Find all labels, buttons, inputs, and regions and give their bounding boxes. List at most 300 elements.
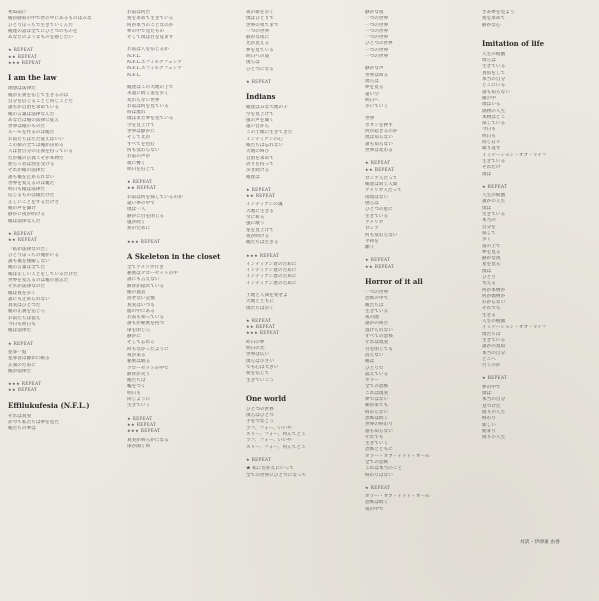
lyric-line: だが俺の正義こそが本物だ [8,155,64,161]
lyric-line: 目を閉じても [365,346,393,352]
lyric-line: さあ夢を見よう [482,10,515,15]
repeat-marker: ★★★ REPEAT [127,428,161,434]
lyric-line: 一つの世界 [365,35,389,41]
lyric-line: 朝が来ても [365,403,389,409]
repeat-marker: ★ REPEAT [8,230,34,236]
lyric-line: 世界を変えるのは俺だ [8,180,55,186]
lyric-line: アメリカ [365,219,384,225]
lyric-line: ひとつの世界 [365,41,393,47]
lyric-line: 明日を信じて [127,166,155,172]
lyric-line: 明日への道 [246,54,270,60]
lyric-line: それだけ [482,165,501,171]
lyric-line: 大地に生きる [246,208,274,214]
lyric-line: 誰も知らない [482,89,510,95]
lyric-line: 生きていく [127,403,151,409]
column-3 [246,10,354,485]
lyric-line: 僕らは小さい [246,358,274,364]
lyric-line: 光が見える [246,41,270,47]
lyric-line: 俺たちは生きる [246,240,279,246]
repeat-marker: ★★ REPEAT [127,421,157,427]
lyric-line: 静かに [127,334,141,340]
lyric-line: 終わり [482,416,496,422]
lyric-line: 生きていこう [246,377,274,383]
repeat-marker: ★★ REPEAT [8,237,38,243]
lyric-line: 静かな夜 [482,256,501,262]
lyric-line: 何が本当のことなのか [127,22,174,28]
lyric-line: 全ての恐怖 [365,384,389,390]
lyric-line: 夜の街を歩く [246,10,274,15]
lyric-line: 正義のために [8,362,36,368]
repeat-marker: ★★ REPEAT [8,53,38,59]
repeat-marker: ★ REPEAT [8,47,34,53]
lyric-line: 犯罪一覧 [8,349,27,355]
lyric-line: ひとつの星に [365,207,393,213]
lyric-line: 人生の模倣 [482,319,506,325]
song-title: One world [246,393,287,403]
lyric-line: 僕は [482,391,492,397]
lyric-line: 誰かの真似 [482,344,506,350]
lyric-line: それが俺の法律だ [8,168,46,174]
lyric-line: 僕らは [482,58,496,64]
lyric-line: 新しい [482,422,496,428]
column-2 [127,10,235,456]
lyric-line: 夜が明ける [246,233,270,239]
repeat-marker: ★ REPEAT [246,317,272,323]
repeat-marker: ★ REPEAT [8,340,34,346]
lyric-line: ひとりで [365,365,384,371]
lyric-line: 空を見上げて [246,111,274,117]
lyric-line: 正しいことをするだけさ [8,199,60,205]
lyric-line: 震えている [365,371,389,377]
lyric-line: 俺たちは [127,378,146,384]
lyric-line: 変わらない世界 [127,97,160,103]
lyric-line: 俺たちは忘れない [246,143,284,149]
song-title: I am the law [8,73,57,83]
lyric-line: 何が偽物か [482,293,506,299]
lyric-line: 扉を閉じろ [127,327,151,333]
lyric-line: 俺の過去 [127,289,146,295]
lyric-line: 行くのか [482,363,501,369]
lyric-line: 考える [482,281,496,287]
lyric-line: 死ぬ前に [8,10,27,15]
lyric-line: 本当の自分 [482,397,506,403]
lyric-line: お前の声が [127,154,151,160]
lyric-line: 僕は一人 [127,207,146,213]
lyric-line: 何も変わらない [365,232,398,238]
lyric-line: 自分を [482,224,496,230]
lyric-line: 歩いていく [365,104,389,110]
lyric-line: 昨日の夢 [246,339,265,345]
lyric-line: 始まり [482,428,496,434]
lyric-line: 夢の中で [482,384,501,390]
lyric-line: 静かな心 [482,22,501,28]
lyric-line: 探している [482,121,506,127]
lyric-line: 世界は回る [365,72,389,78]
repeat-marker: ★★ REPEAT [365,263,395,269]
lyric-line: 見つけた [482,403,501,409]
lyric-line: 空を見上げて [127,122,155,128]
lyric-line: 繰り返す [482,146,501,152]
lyric-line: N.F.L.エフィルクフェシア [127,60,183,66]
lyric-line: 世界の終わり [365,422,393,428]
lyric-line: 星を見る [482,262,501,268]
lyric-line: そして僕は目を覚ます [127,35,174,41]
lyric-line: 夜が来る [127,352,146,358]
lyric-line: でも心は大きい [246,364,279,370]
lyric-line: かつて私たちは夢を見た [8,420,60,426]
lyric-line: 空に祈る [246,215,265,221]
column-5 [482,10,592,447]
lyric-line: 星を見上げて [246,227,274,233]
lyric-line: ロシア [365,226,379,232]
repeat-marker: ★ REPEAT [365,257,391,263]
repeat-marker: ★★★ REPEAT [246,330,280,336]
song-title: Indians [246,92,276,102]
lyric-line: 犯罪者は静かに眠る [8,356,50,362]
lyric-line: すべての恐怖 [365,334,393,340]
lyric-line: ひとつになる [246,66,274,72]
repeat-marker: ★ REPEAT [246,186,272,192]
lyric-line: 道の上で [482,243,501,249]
lyric-line: お前は何だ [127,10,151,15]
lyric-line: 本当の [482,218,496,224]
lyric-line: 一つの世界 [365,289,389,295]
lyric-line: 土地と人間を愛せよ [246,292,288,298]
lyric-line: 俺の言葉は全てだ [8,265,46,271]
lyric-line: 夢を見る [365,85,384,91]
lyric-line: お前たちは従え [8,315,41,321]
repeat-marker: ★★ REPEAT [127,185,157,191]
repeat-marker: ★★★ REPEAT [127,238,161,244]
lyric-line: 俺は正しいことをしているだけだ [8,271,78,277]
lyric-line: 俺が法律だ [8,368,32,374]
lyric-line: わからない [482,300,506,306]
lyric-line: 愛を求めて生きている [127,16,174,22]
lyric-line: 俺は夜を歩く [8,290,36,296]
lyric-line: 誰もが自由を求めている [8,105,60,111]
lyric-line: そして光が [127,135,151,141]
lyric-line: 生きる [482,312,496,318]
repeat-marker: ★★★ REPEAT [8,381,42,387]
lyric-line: インディアン達のために [246,261,297,267]
lyric-line: 自分を信じることと同じことだ [8,98,74,104]
lyric-line: 僕は [482,205,492,211]
lyric-line: 手をつなごう [246,419,274,425]
lyric-line: ★ 私にむかえにいって [246,466,294,472]
lyric-line: 僕らは [246,60,260,66]
lyric-line: 終わらない [365,409,389,415]
lyric-line: 明日の光 [246,346,265,352]
lyric-line: 願う [365,245,375,251]
lyric-line: 偽物の人生 [482,108,506,114]
lyric-line: 夢ではない [365,397,389,403]
lyric-line: それでも [365,434,384,440]
lyric-line: 秘密はクローゼットの中 [127,271,178,277]
repeat-marker: ★★★ REPEAT [8,60,42,66]
lyric-line: 誰かの叫び [365,321,389,327]
lyric-line: ホラー・オブ・イット・オール [365,494,430,500]
lyric-line: それが法律なのだ [8,284,46,290]
lyric-line: 闇の中にある [127,308,155,314]
lyric-line: 世界は俺のものだ [8,124,46,130]
lyric-line: 愛を信じて [246,371,270,377]
repeat-marker: ★ REPEAT [246,456,272,462]
lyric-line: 「私が法律なのだ」 [8,246,50,252]
lyric-line: 世界 [365,116,375,122]
lyric-line: イミテーション・オブ・ライフ [482,152,547,158]
lyric-line: 逃げられない [365,327,393,333]
lyric-line: 本当の自分 [482,350,506,356]
lyric-line: どこにいる [482,83,506,89]
lyric-line: 俺の言葉は法律なんだ [8,111,55,117]
lyric-line: 大地とともに [246,299,274,305]
lyric-line: 夢の中で見たもの [127,28,165,34]
lyric-line: それは現実 [365,340,389,346]
lyric-line: これは本当のこと [365,466,403,472]
lyric-line: ラフ、フォー、いいや [246,425,292,431]
lyric-line: インディアン達のために [246,268,297,274]
lyric-line: 静かに目を閉じる [127,213,165,219]
lyric-line: インディアンの心 [246,136,283,142]
lyric-line: 平和を [365,238,379,244]
lyric-line: そして忘れろ [127,340,155,346]
lyric-line: 扉が開く時 [127,443,151,449]
lyric-line: ルールを作るのは俺だ [8,130,55,136]
lyric-line: 俺は法律だ [8,328,32,334]
lyric-line: 国境はない [365,194,389,200]
lyric-line: インディアン達のために [246,274,297,280]
lyric-line: 静かな声 [365,66,384,72]
lyric-line: 僕たちは [482,331,501,337]
lyric-line: どこへ [482,356,496,362]
lyric-line: 夜に響く [127,160,146,166]
lyric-line: 夢を見る [482,249,501,255]
lyric-line: 僕らは [365,78,379,84]
lyric-line: 全てアメリカ行き [127,264,164,270]
lyric-line: 探して [482,230,496,236]
lyric-line: 僕らはひとつ [246,413,274,419]
lyric-line: 俺の正義を信じろ [8,309,46,315]
lyric-line: 夜の闇 [365,315,379,321]
lyric-line: 大地の叫び [246,149,270,155]
lyric-line: 誰も知らない [365,141,393,147]
lyric-line: 真似をして [482,70,506,76]
lyric-line: 真実はひとつだ [8,303,41,309]
lyric-line: 消せない記憶 [127,296,155,302]
lyric-line: 誰も知らない [365,428,393,434]
lyric-line: イミテーション・オブ・ライフ [482,325,547,331]
lyric-line: 全ての世界にひとつになって [246,472,307,478]
lyric-line: 明日も俺は法律だ [8,187,46,193]
lyric-line: 時は流れ [127,110,146,116]
lyric-line: ひとり [482,274,496,280]
lyric-line: インディアン達のために [246,280,297,286]
lyric-line: 俺は [365,359,375,365]
lyric-line: 静かに夜が明ける [8,212,46,218]
lyric-line: 骸骨が笑う [127,371,151,377]
lyric-line: 消えない [365,352,384,358]
translator-credit: 対訳・伊津東 由香 [520,540,560,545]
lyric-line: 何も変わらない [127,147,160,153]
lyric-line: 一つの世界 [365,28,389,34]
lyric-line: 何もなかったように [127,346,169,352]
lyric-line: それは真実 [8,413,32,419]
lyric-line: 理想は法律だ [8,86,36,92]
lyric-line: 俺達は [246,174,260,180]
lyric-line: アメリカ人だって [365,188,402,194]
lyric-line: 僕はいる [482,102,501,108]
lyric-line: お前も知っている [127,315,165,321]
lyric-line: 俺達の話は全てにひとつのものを [8,28,78,34]
lyric-line: スリー、フォー、何んてとこ [246,444,306,450]
lyric-line: 恐怖は続く [365,500,389,506]
lyric-line: インディアンの魂 [246,202,283,208]
lyric-line: 誰にも言えない [127,277,160,283]
repeat-marker: ★ REPEAT [246,78,272,84]
lyric-line: ボタンを押す [365,122,393,128]
lyric-line: お前は何を探しているのか [127,194,183,200]
lyric-line: 遠い昔から [246,124,270,130]
lyric-line: 生きている [482,212,506,218]
lyric-line: 生きていく [365,441,389,447]
lyric-line: すべてを包む [127,141,155,147]
lyric-line: それでも [482,306,501,312]
lyric-line: 僕は [482,268,492,274]
repeat-marker: ★ REPEAT [365,484,391,490]
lyric-line: 嘘をつく [127,384,146,390]
lyric-line: N.F.L.エフィルクフェシア [127,66,183,72]
lyric-line: 夜の中で [365,506,384,512]
lyric-line: 一つの世界 [365,54,389,60]
lyric-line: 僕は知らない [365,135,393,141]
lyric-line: これは現実 [365,390,389,396]
column-1 [8,10,116,439]
lyric-line: あなたのようなものを感じたい [8,35,74,41]
lyric-line: あなたは俺の法律に従え [8,117,60,123]
lyric-line: 歩く [482,237,492,243]
lyric-line: 同じ日々 [482,140,501,146]
lyric-line: 誇りを持って [246,161,274,167]
lyric-line: 自由を求めて [246,155,274,161]
lyric-line: 僕たちは歩く [246,305,274,311]
lyric-line: 俺が正義を信じて生きるのは [8,92,69,98]
repeat-marker: ★★ REPEAT [246,193,276,199]
lyric-line: お前は人を信じるか [127,47,169,53]
lyric-line: ひとりぼっちで生きていくんだ [8,22,73,28]
lyric-line: 俺達はみな大地の子 [246,105,288,111]
lyric-line: 人生の模倣 [482,51,506,57]
lyric-line: 恐怖とともに [365,447,393,453]
lyric-line: ひとつの世界 [246,406,274,412]
lyric-line: 今日も明日も [8,322,36,328]
lyric-line: 世界の果てまで [246,22,279,28]
lyric-line: 明日も [127,390,141,396]
lyric-line: 俺の声を聞け [8,206,36,212]
lyric-line: お前たちはただ従えばいい [8,136,64,142]
repeat-marker: ★★ REPEAT [246,324,276,330]
song-title: Imitation of life [482,38,545,48]
lyric-line: 誰も俺を理解しない [8,259,50,265]
lyric-line: 一つの世界 [365,16,389,22]
lyric-line: 静かな夜に [246,35,270,41]
lyric-line: 終わりはない [365,472,393,478]
lyric-line: 生きている [482,64,506,70]
lyric-line: ホラー・オブ・イット・オール [365,453,430,459]
repeat-marker: ★ REPEAT [127,179,153,185]
lyric-line: 世界は静かに [127,129,155,135]
repeat-marker: ★ REPEAT [127,415,153,421]
lyric-line: 恐怖の中で [365,296,389,302]
lyric-line: 俺達は同じ人間 [365,182,398,188]
lyric-line: この土地に生きてきた [246,130,293,136]
lyric-line: ロシア人だって [365,175,398,181]
lyric-line: 何が本物か [482,287,506,293]
repeat-marker: ★ REPEAT [365,160,391,166]
lyric-line: お前は何を見ている [127,103,169,109]
lyric-line: 世界は広い [246,352,270,358]
lyric-line: 生きている [365,308,389,314]
lyric-line: 本物はどこ [482,114,506,120]
lyric-line: 誰かの人生 [482,199,506,205]
column-4 [365,10,473,519]
lyric-line: ラフ、フォー、いいや [246,438,292,444]
lyric-line: 信じるものは俺だけだ [8,193,55,199]
lyric-line: 偽りの人生 [482,409,506,415]
song-title: Effilukufesia (N.F.L.) [8,400,90,410]
song-title: Horror of it all [365,276,423,286]
lyric-line: 誰も俺を止められない [8,174,55,180]
lyric-line: 誰にも止められない [8,296,50,302]
lyric-line: 全ての恐怖 [365,460,389,465]
lyric-line: 俺は法律なんだ [8,218,41,224]
lyric-line: 風が吹く [127,219,146,225]
lyric-line: 僕はまだ夢を見ている [127,116,174,122]
lyric-line: 骸骨が隠れている [127,283,165,289]
lyric-line: 本当の自分 [482,77,506,83]
lyric-line: 夢を見ている [246,47,274,53]
repeat-marker: ★★ REPEAT [365,166,395,172]
lyric-line: スリー、フォー、何んてとこ [246,432,306,438]
lyric-line: 鏡の中 [482,95,496,101]
lyric-line: ホラー [365,378,379,384]
lyric-line: 愛を求めて [482,16,506,22]
lyric-line: N.F.L. [127,72,141,78]
lyric-line: 僕はひとりで [246,16,274,22]
lyric-line: 生きている [365,213,389,219]
lyric-line: 世界は変わる [365,147,393,153]
lyric-line: 世界を変えるのは俺の意志だ [8,277,69,283]
lyric-line: 遠い空 [365,91,379,97]
lyric-line: 今日も [482,127,496,133]
lyric-line: 風の声を聞く [246,117,274,123]
repeat-marker: ★ REPEAT [482,183,508,189]
lyric-line: 誰もが秘密を持つ [127,321,165,327]
lyric-line: 恐怖は続く [365,415,389,421]
lyric-line: 風に歌う [246,221,265,227]
lyric-line: N.F.L. [127,53,141,59]
lyric-line: 一つの世界 [246,28,270,34]
lyric-line: 秘密は眠る [127,359,151,365]
lyric-line: 一つの世界 [365,47,389,53]
lyric-line: 明日も [482,133,496,139]
lyric-line: 真実はいつも [127,302,155,308]
lyric-line: 俺たちは [365,302,384,308]
lyric-line: 何が起きるのか [365,129,398,135]
lyric-line: 一つの世界 [365,22,389,28]
lyric-line: 俺が静寂の中で世の中にあるものはみな [8,16,92,22]
repeat-marker: ★★ REPEAT [8,387,38,393]
repeat-marker: ★★★ REPEAT [246,252,280,258]
